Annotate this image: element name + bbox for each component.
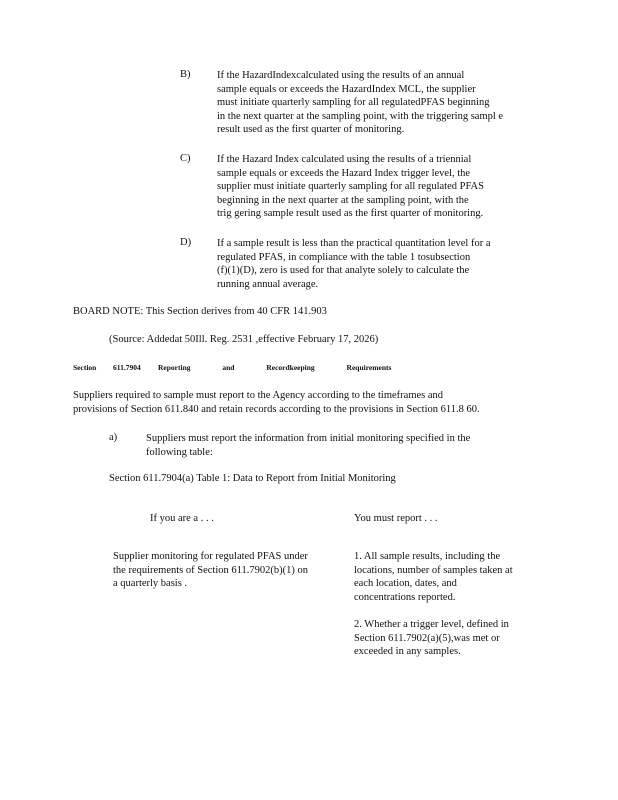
subsection-a-text [146, 432, 470, 459]
subsection-a-line: following table: [146, 446, 213, 458]
intro-paragraph [73, 389, 480, 416]
intro-line: Suppliers required to sample must report to the Agency according to the timeframes and [73, 390, 444, 401]
item-c-line: beginning in the next quarter at the sampling point, with the [217, 194, 469, 206]
item-c-line: sample equals or exceeds the Hazard Index trigger level, the [217, 167, 471, 179]
subsection-a-line: Suppliers must report the information from initial monitoring specified in the [146, 433, 471, 444]
table-cell-line: the requirements of Section 611.7902(b)(1) on [113, 564, 308, 576]
item-d-line: regulated PFAS, in compliance with the table 1 tosubsection [217, 251, 471, 263]
table-header-left: If you are a . . . [150, 513, 214, 524]
section-number: 611.7904 [113, 363, 141, 372]
table-cell-line: exceeded in any samples. [354, 646, 461, 657]
item-b-line: sample equals or exceeds the HazardIndex MCL, the supplier [217, 83, 476, 95]
section-title: Reporting and Recordkeeping Requirements [158, 363, 392, 372]
item-c-line: If the Hazard Index calculated using the results of a triennial [217, 154, 472, 165]
item-b-line: If the HazardIndexcalculated using the results of an annual [217, 70, 465, 81]
item-c-line: supplier must initiate quarterly sampling for all regulated PFAS [217, 181, 484, 192]
table-cell-report-item-2 [354, 618, 509, 659]
source-note: (Source: Addedat 50Ill. Reg. 2531 ,effective February 17, 2026) [109, 334, 379, 345]
table-caption: Section 611.7904(a) Table 1: Data to Report from Initial Monitoring [109, 473, 396, 484]
section-label: Section [73, 363, 97, 372]
item-marker-c: C) [180, 153, 191, 164]
item-d-line: If a sample result is less than the practical quantitation level for a [217, 238, 491, 249]
item-b-line: result used as the first quarter of monitoring. [217, 124, 405, 135]
item-d-line: (f)(1)(D), zero is used for that analyte solely to calculate the [217, 265, 470, 276]
item-d-line: running annual average. [217, 278, 319, 290]
table-cell-line: 2. Whether a trigger level, defined in [354, 619, 509, 630]
table-cell-line: concentrations reported. [354, 591, 456, 603]
item-b-text [217, 69, 542, 137]
table-cell-supplier [113, 550, 308, 591]
item-marker-d: D) [180, 237, 192, 248]
table-cell-line: Section 611.7902(a)(5),was met or [354, 632, 500, 644]
item-c-line: trig gering sample result used as the first quarter of monitoring. [217, 208, 484, 219]
item-d-text [217, 237, 542, 291]
table-cell-line: 1. All sample results, including the [354, 551, 501, 562]
intro-line: provisions of Section 611.840 and retain records according to the provisions in Section 611.8 60. [73, 403, 480, 415]
item-c-text [217, 153, 542, 221]
table-cell-line: a quarterly basis . [113, 578, 188, 589]
table-cell-line: each location, dates, and [354, 578, 457, 589]
table-cell-line: Supplier monitoring for regulated PFAS under [113, 551, 308, 562]
subsection-a-marker: a) [109, 432, 118, 443]
board-note: BOARD NOTE: This Section derives from 40 CFR 141.903 [73, 306, 327, 317]
item-b-line: must initiate quarterly sampling for all regulatedPFAS beginning [217, 97, 490, 108]
item-b-line: in the next quarter at the sampling point, with the triggering sampl e [217, 110, 504, 122]
table-header-right: You must report . . . [354, 513, 438, 524]
table-cell-line: locations, number of samples taken at [354, 564, 513, 576]
table-cell-report-item-1 [354, 550, 513, 604]
item-marker-b: B) [180, 69, 191, 80]
